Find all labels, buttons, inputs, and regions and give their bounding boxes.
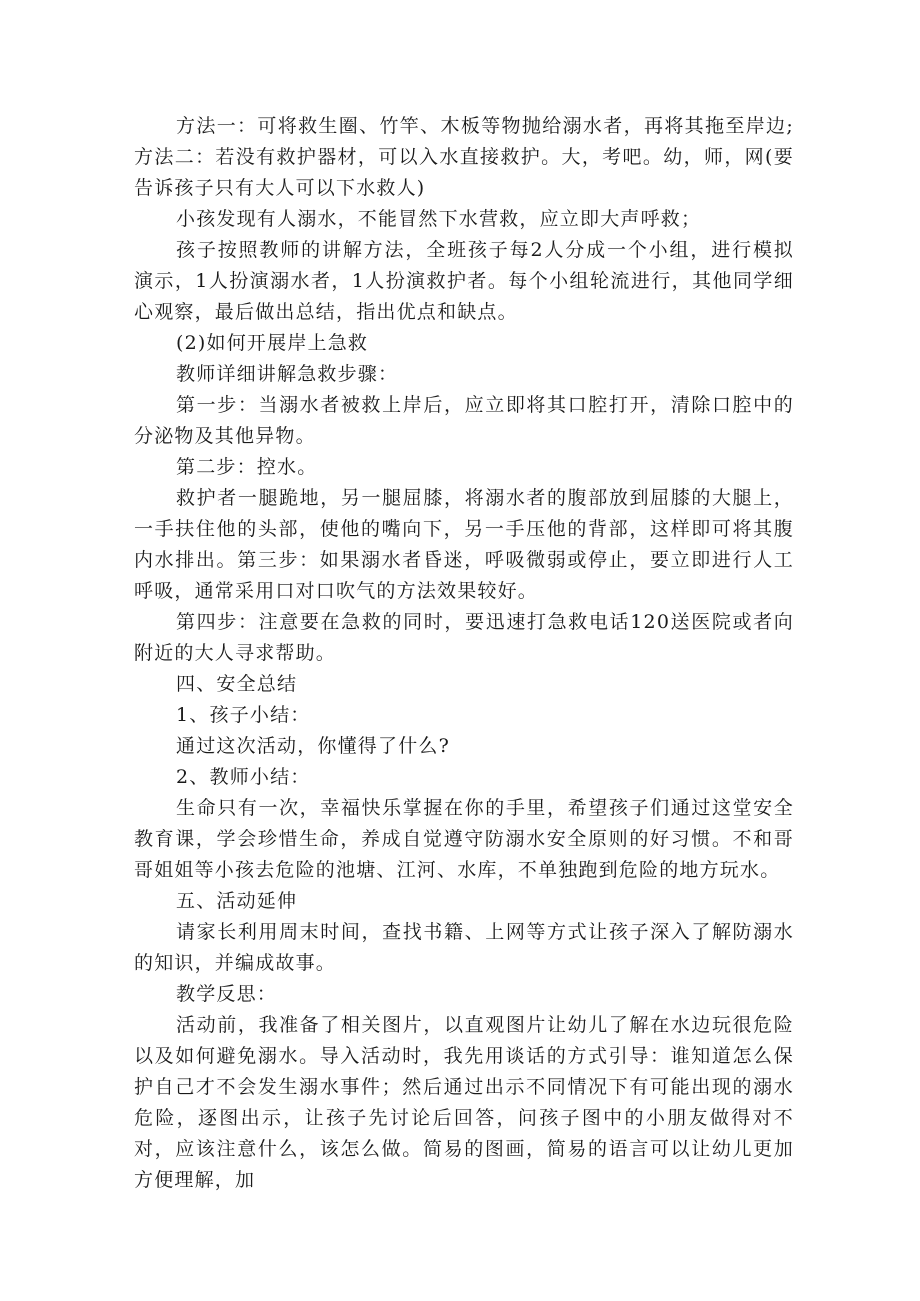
paragraph-parents-weekend: 请家长利用周末时间，查找书籍、上网等方式让孩子深入了解防溺水的知识，并编成故事。	[134, 921, 794, 974]
paragraph-step-one: 第一步：当溺水者被救上岸后，应立即将其口腔打开，清除口腔中的分泌物及其他异物。	[134, 394, 794, 447]
paragraph-life-once: 生命只有一次，幸福快乐掌握在你的手里，希望孩子们通过这堂安全教育课，学会珍惜生命，养成自觉遵守防溺水安全原则的好习惯。不和哥哥姐姐等小孩去危险的池塘、江河、水库，不单独跑到危险的地方玩水。	[134, 797, 794, 881]
heading-activity-extension: 五、活动延伸	[176, 890, 298, 912]
paragraph-step-two: 第二步：控水。	[176, 456, 318, 478]
paragraph-group-simulation: 孩子按照教师的讲解方法，全班孩子每2人分成一个小组，进行模拟演示，1人扮演溺水者，1人扮演救护者。每个小组轮流进行，其他同学细心观察，最后做出总结，指出优点和缺点。	[134, 239, 794, 323]
heading-teacher-summary: 2、教师小结：	[176, 766, 311, 788]
paragraph-step-four: 第四步：注意要在急救的同时，要迅速打急救电话120送医院或者向附近的大人寻求帮助。	[134, 611, 794, 664]
paragraph-question: 通过这次活动，你懂得了什么?	[176, 735, 450, 757]
heading-child-summary: 1、孩子小结：	[176, 704, 311, 726]
paragraph-drain-water-step-three: 救护者一腿跪地，另一腿屈膝，将溺水者的腹部放到屈膝的大腿上，一手扶住他的头部，使他的嘴向下，另一手压他的背部，这样即可将其腹内水排出。第三步：如果溺水者昏迷，呼吸微弱或停止，要立即进行人工呼吸，通常采用口对口吹气的方法效果较好。	[134, 487, 794, 602]
heading-safety-summary: 四、安全总结	[176, 673, 298, 695]
paragraph-method-one-two: 方法一：可将救生圈、竹竿、木板等物抛给溺水者，再将其拖至岸边;方法二：若没有救护器材，可以入水直接救护。大，考吧。幼，师，网(要告诉孩子只有大人可以下水救人)	[134, 115, 794, 199]
paragraph-call-for-help: 小孩发现有人溺水，不能冒然下水营救，应立即大声呼救；	[176, 208, 702, 230]
paragraph-teacher-explains: 教师详细讲解急救步骤：	[176, 363, 399, 385]
paragraph-reflection-body: 活动前，我准备了相关图片，以直观图片让幼儿了解在水边玩很危险以及如何避免溺水。导入活动时，我先用谈话的方式引导：谁知道怎么保护自己才不会发生溺水事件；然后通过出示不同情况下有可能出现的溺水危险，逐图出示，让孩子先讨论后回答，问孩子图中的小朋友做得对不对，应该注意什么，该怎么做。简易的图画，简易的语言可以让幼儿更加方便理解，加	[134, 1014, 794, 1191]
document-body	[134, 111, 794, 1196]
heading-shore-first-aid: (2)如何开展岸上急救	[176, 332, 369, 354]
heading-teaching-reflection: 教学反思：	[176, 983, 278, 1005]
